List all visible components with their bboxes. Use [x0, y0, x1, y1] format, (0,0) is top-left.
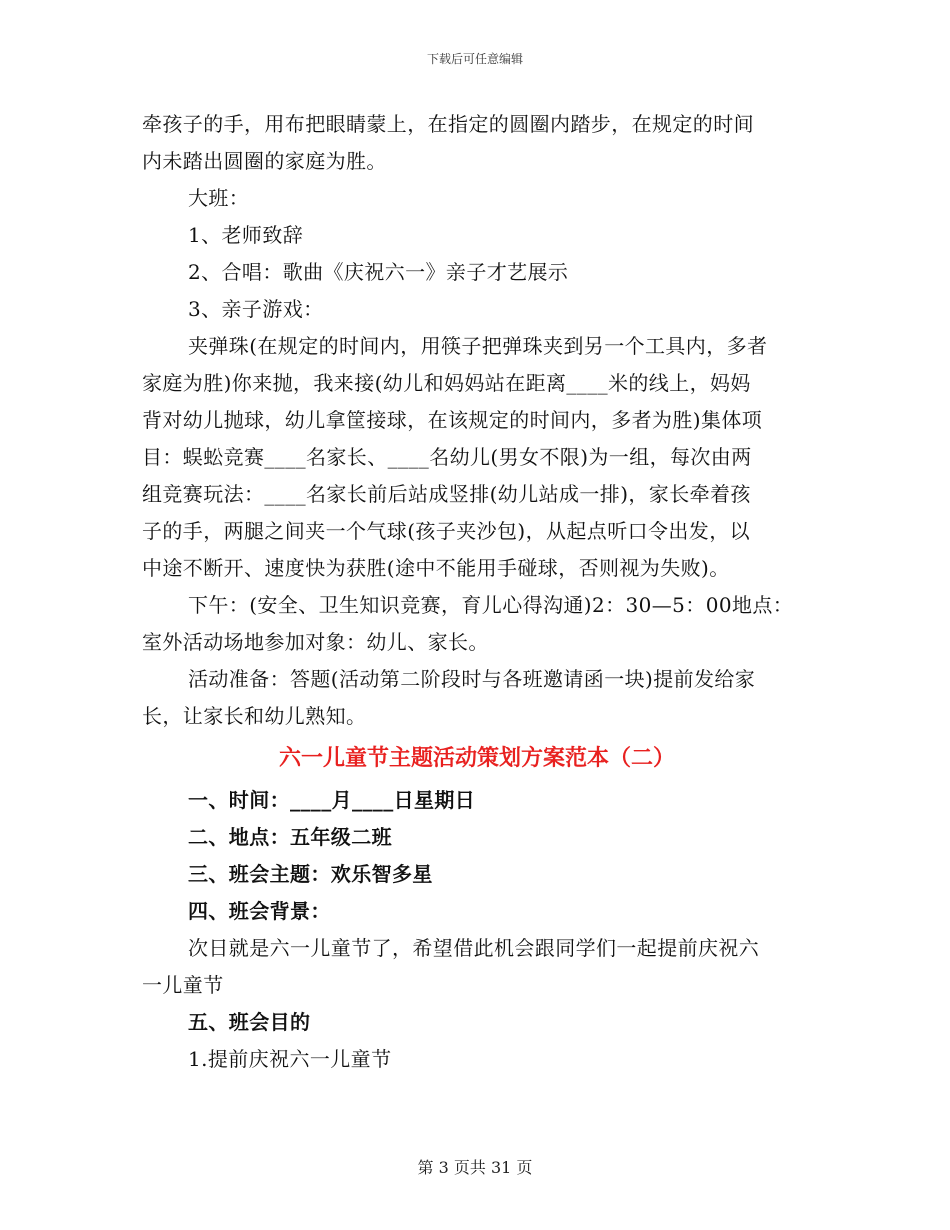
paragraph-line: 次日就是六一儿童节了，希望借此机会跟同学们一起提前庆祝六 — [188, 936, 760, 960]
section-title: 六一儿童节主题活动策划方案范本（二） — [278, 745, 675, 771]
paragraph-line: 夹弹珠(在规定的时间内，用筷子把弹珠夹到另一个工具内，多者 — [188, 334, 768, 358]
paragraph-line: 二、地点：五年级二班 — [188, 825, 392, 849]
page-footer: 第 3 页共 31 页 — [417, 1158, 533, 1177]
paragraph-line: 2、合唱：歌曲《庆祝六一》亲子才艺展示 — [188, 260, 569, 284]
body-part-1 — [142, 106, 812, 735]
paragraph-line: 中途不断开、速度快为获胜(途中不能用手碰球，否则视为失败)。 — [142, 556, 730, 580]
paragraph-line: 家庭为胜)你来抛，我来接(幼儿和妈妈站在距离____米的线上，妈妈 — [142, 371, 751, 395]
paragraph-line: 子的手，两腿之间夹一个气球(孩子夹沙包)，从起点听口令出发，以 — [142, 519, 751, 543]
paragraph-line: 四、班会背景： — [188, 899, 331, 923]
paragraph-line: 1、老师致辞 — [188, 223, 304, 247]
paragraph-line: 活动准备：答题(活动第二阶段时与各班邀请函一块)提前发给家 — [188, 667, 756, 691]
body-part-2 — [142, 782, 812, 1078]
paragraph-line: 长，让家长和幼儿熟知。 — [142, 704, 367, 728]
paragraph-line: 一儿童节 — [142, 973, 224, 997]
paragraph-line: 背对幼儿抛球，幼儿拿筐接球，在该规定的时间内，多者为胜)集体项 — [142, 408, 763, 432]
paragraph-line: 室外活动场地参加对象：幼儿、家长。 — [142, 630, 489, 654]
paragraph-line: 内未踏出圆圈的家庭为胜。 — [142, 149, 387, 173]
paragraph-line: 牵孩子的手，用布把眼睛蒙上，在指定的圆圈内踏步，在规定的时间 — [142, 112, 754, 136]
paragraph-line: 下午：(安全、卫生知识竞赛，育儿心得沟通)2：30—5：00地点： — [188, 593, 794, 617]
section-title-wrap — [142, 738, 812, 778]
paragraph-line: 大班： — [188, 186, 250, 210]
paragraph-line: 目：蜈蚣竞赛____名家长、____名幼儿(男女不限)为一组，每次由两 — [142, 445, 752, 469]
paragraph-line: 一、时间：____月____日星期日 — [188, 788, 476, 812]
page-header: 下载后可任意编辑 — [426, 52, 523, 66]
paragraph-line: 三、班会主题：欢乐智多星 — [188, 862, 433, 886]
paragraph-line: 组竞赛玩法：____名家长前后站成竖排(幼儿站成一排)，家长牵着孩 — [142, 482, 751, 506]
paragraph-line: 1.提前庆祝六一儿童节 — [188, 1047, 392, 1071]
paragraph-line: 3、亲子游戏： — [188, 297, 324, 321]
paragraph-line: 五、班会目的 — [188, 1010, 311, 1034]
